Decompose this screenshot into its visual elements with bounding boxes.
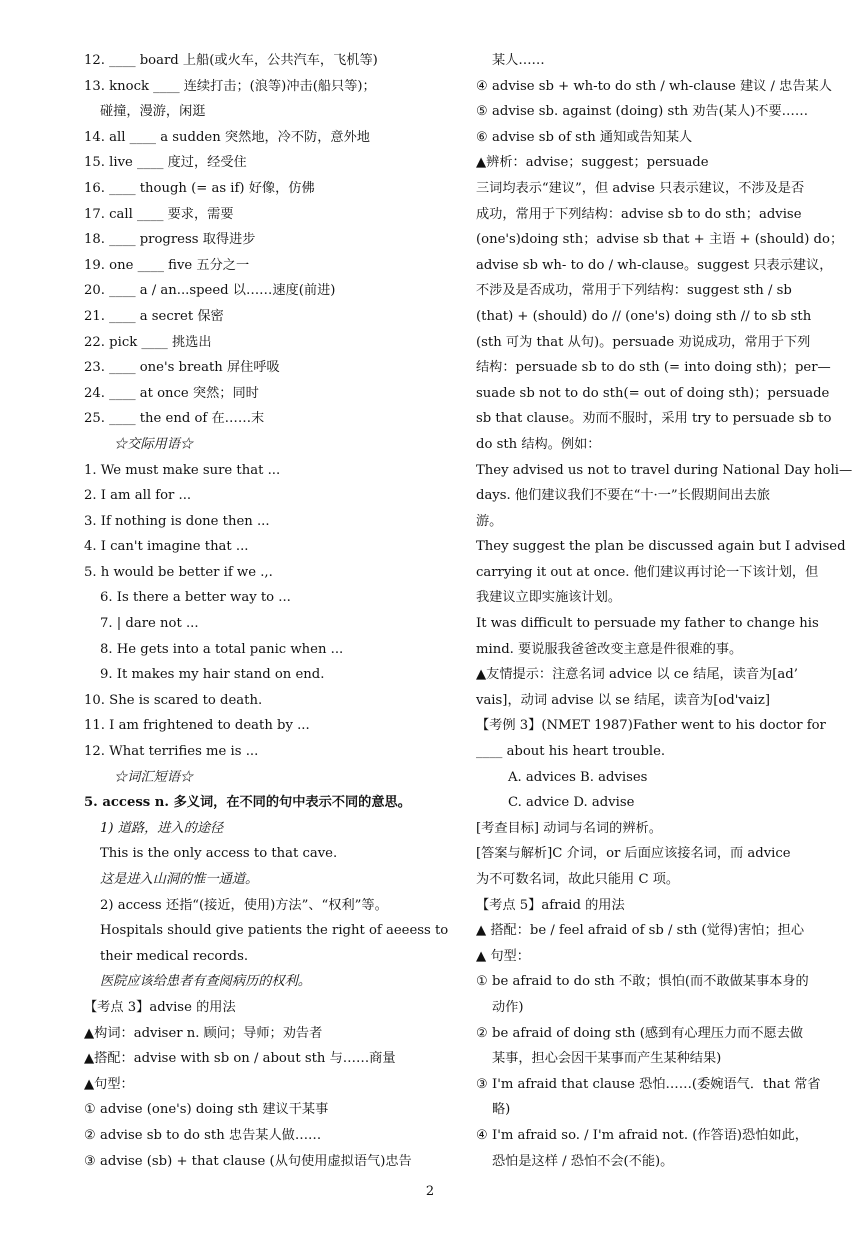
text-line: 结构：persuade sb to do sth (= into doing sth)；per—: [476, 360, 831, 376]
text-line: do sth 结构。例如：: [476, 436, 601, 452]
text-line: (sth 可为 that 从句)。persuade 劝说成功，常用于下列: [476, 334, 811, 350]
text-line: (that) + (should) do // (one's) doing sth // to sb sth: [476, 308, 812, 324]
text-line: 2) access 还指“(接近，使用)方法”、“权利”等。: [100, 897, 388, 913]
text-line: ▲友情提示：注意名词 advice 以 ce 结尾，读音为[ad’: [476, 667, 798, 683]
text-line: 8. He gets into a total panic when ...: [100, 641, 344, 657]
text-line: Hospitals should give patients the right of aeeess to: [100, 923, 449, 939]
text-line: 这是进入山洞的惟一通道。: [100, 872, 259, 887]
text-line: 11. I am frightened to death by ...: [84, 718, 310, 734]
text-line: ____ about his heart trouble.: [476, 744, 666, 760]
text-line: ▲辨析：advise；suggest；persuade: [476, 155, 709, 171]
text-line: mind. 要说服我爸爸改变主意是件很难的事。: [476, 641, 743, 657]
text-line: 7. | dare not ...: [100, 616, 199, 632]
text-line: [考查目标] 动词与名词的辨析。: [476, 820, 662, 836]
text-line: 5. access n. 多义词，在不同的句中表示不同的意思。: [84, 795, 411, 811]
text-line: They advised us not to travel during National Day holi—: [476, 462, 853, 478]
text-line: ④ advise sb + wh-to do sth / wh-clause 建议 / 忠告某人: [476, 78, 832, 94]
text-line: 【考点 5】afraid 的用法: [476, 897, 625, 913]
text-line: A. advices B. advises: [508, 769, 648, 785]
text-line: 恐怕是这样 / 恐怕不会(不能)。: [492, 1153, 674, 1169]
text-line: 12. What terrifies me is ...: [84, 744, 259, 760]
text-line: 17. call ____ 要求，需要: [84, 206, 234, 222]
text-line: They suggest the plan be discussed again but I advised: [476, 539, 846, 555]
text-line: ▲ 句型：: [476, 948, 530, 964]
text-line: ② advise sb to do sth 忠告某人做……: [84, 1127, 322, 1143]
text-line: days. 他们建议我们不要在“十·一”长假期间出去旅: [476, 488, 770, 504]
text-line: 10. She is scared to death.: [84, 692, 263, 708]
text-line: 【考点 3】advise 的用法: [84, 999, 236, 1015]
text-line: 22. pick ____ 挑选出: [84, 334, 212, 350]
text-line: It was difficult to persuade my father to change his: [476, 616, 819, 632]
text-line: 动作): [492, 999, 524, 1015]
text-line: advise sb wh- to do / wh-clause。suggest 只表示建议，: [476, 257, 833, 273]
text-line: ▲搭配：advise with sb on / about sth 与……商量: [84, 1051, 396, 1067]
text-line: 【考例 3】(NMET 1987)Father went to his doctor for: [476, 718, 826, 734]
text-line: suade sb not to do sth(= out of doing sth)；persuade: [476, 385, 830, 401]
text-line: ▲构词：adviser n. 顾问；导师；劝告者: [84, 1025, 323, 1041]
text-line: 某事，担心会因干某事而产生某种结果): [492, 1051, 722, 1067]
text-line: ④ I'm afraid so. / I'm afraid not. (作答语)恐怕如此，: [476, 1127, 808, 1143]
text-line: This is the only access to that cave.: [100, 846, 338, 862]
text-line: 某人……: [492, 53, 545, 68]
text-line: their medical records.: [100, 948, 249, 964]
text-line: ☆交际用语☆: [114, 436, 194, 452]
text-line: ② be afraid of doing sth (感到有心理压力而不愿去做: [476, 1025, 804, 1041]
text-line: 三词均表示“建议”，但 advise 只表示建议，不涉及是否: [476, 180, 805, 196]
text-line: 3. If nothing is done then ...: [84, 513, 270, 529]
text-line: 6. Is there a better way to ...: [100, 590, 291, 606]
text-line: ▲ 搭配：be / feel afraid of sb / sth (觉得)害怕；担心: [476, 923, 805, 939]
text-line: carrying it out at once. 他们建议再讨论一下该计划，但: [476, 564, 819, 580]
text-line: 18. ____ progress 取得进步: [84, 232, 256, 248]
text-line: 成功，常用于下列结构：advise sb to do sth；advise: [476, 206, 802, 222]
text-line: 13. knock ____ 连续打击；(浪等)冲击(船只等)；: [84, 78, 376, 94]
text-line: 9. It makes my hair stand on end.: [100, 667, 325, 683]
text-line: 14. all ____ a sudden 突然地，冷不防，意外地: [84, 129, 370, 145]
text-line: vais]，动词 advise 以 se 结尾，读音为[od'vaiz]: [476, 692, 770, 708]
text-line: 12. ____ board 上船(或火车，公共汽车，飞机等): [84, 53, 378, 68]
text-line: 16. ____ though (= as if) 好像，仿佛: [84, 180, 315, 196]
text-line: [答案与解析]C 介词，or 后面应该接名词，而 advice: [476, 846, 791, 862]
text-line: 碰撞，漫游，闲逛: [100, 104, 206, 120]
text-line: 不涉及是否成功，常用于下列结构：suggest sth / sb: [476, 283, 792, 299]
text-line: ☆词汇短语☆: [114, 769, 194, 785]
text-line: 略): [492, 1102, 511, 1118]
text-line: 20. ____ a / an...speed 以……速度(前进): [84, 283, 336, 299]
text-line: 1. We must make sure that ...: [84, 462, 281, 478]
text-line: 4. I can't imagine that ...: [84, 539, 249, 555]
text-line: sb that clause。劝而不服时，采用 try to persuade sb to: [476, 411, 832, 427]
text-line: (one's)doing sth；advise sb that + 主语 + (should) do；: [476, 232, 844, 248]
text-line: 19. one ____ five 五分之一: [84, 257, 250, 273]
text-line: ③ advise (sb) + that clause (从句使用虚拟语气)忠告: [84, 1153, 412, 1169]
text-line: 游。: [476, 513, 503, 529]
text-line: 1) 道路，进入的途径: [100, 820, 224, 836]
text-line: 为不可数名词，故此只能用 C 项。: [476, 872, 680, 887]
text-line: 5. h would be better if we .,.: [84, 564, 273, 580]
left-column: [84, 48, 464, 1174]
text-line: 23. ____ one's breath 屏住呼吸: [84, 360, 280, 376]
page-number: 2: [425, 1184, 435, 1199]
text-line: ▲句型：: [84, 1076, 134, 1092]
text-line: ① be afraid to do sth 不敢；惧怕(而不敢做某事本身的: [476, 974, 809, 990]
text-line: 2. I am all for ...: [84, 488, 192, 504]
text-line: 25. ____ the end of 在……末: [84, 411, 265, 427]
text-line: ⑤ advise sb. against (doing) sth 劝告(某人)不要……: [476, 104, 809, 120]
text-line: 我建议立即实施该计划。: [476, 590, 622, 606]
text-line: 21. ____ a secret 保密: [84, 308, 224, 324]
text-line: 24. ____ at once 突然；同时: [84, 385, 259, 401]
text-line: C. advice D. advise: [508, 795, 635, 811]
text-line: 医院应该给患者有查阅病历的权利。: [100, 974, 311, 990]
text-line: ⑥ advise sb of sth 通知或告知某人: [476, 129, 693, 145]
right-column: [476, 48, 853, 1174]
text-line: 15. live ____ 度过，经受住: [84, 155, 247, 171]
text-line: ③ I'm afraid that clause 恐怕……(委婉语气．that 常省: [476, 1076, 821, 1092]
text-line: ① advise (one's) doing sth 建议干某事: [84, 1102, 329, 1118]
